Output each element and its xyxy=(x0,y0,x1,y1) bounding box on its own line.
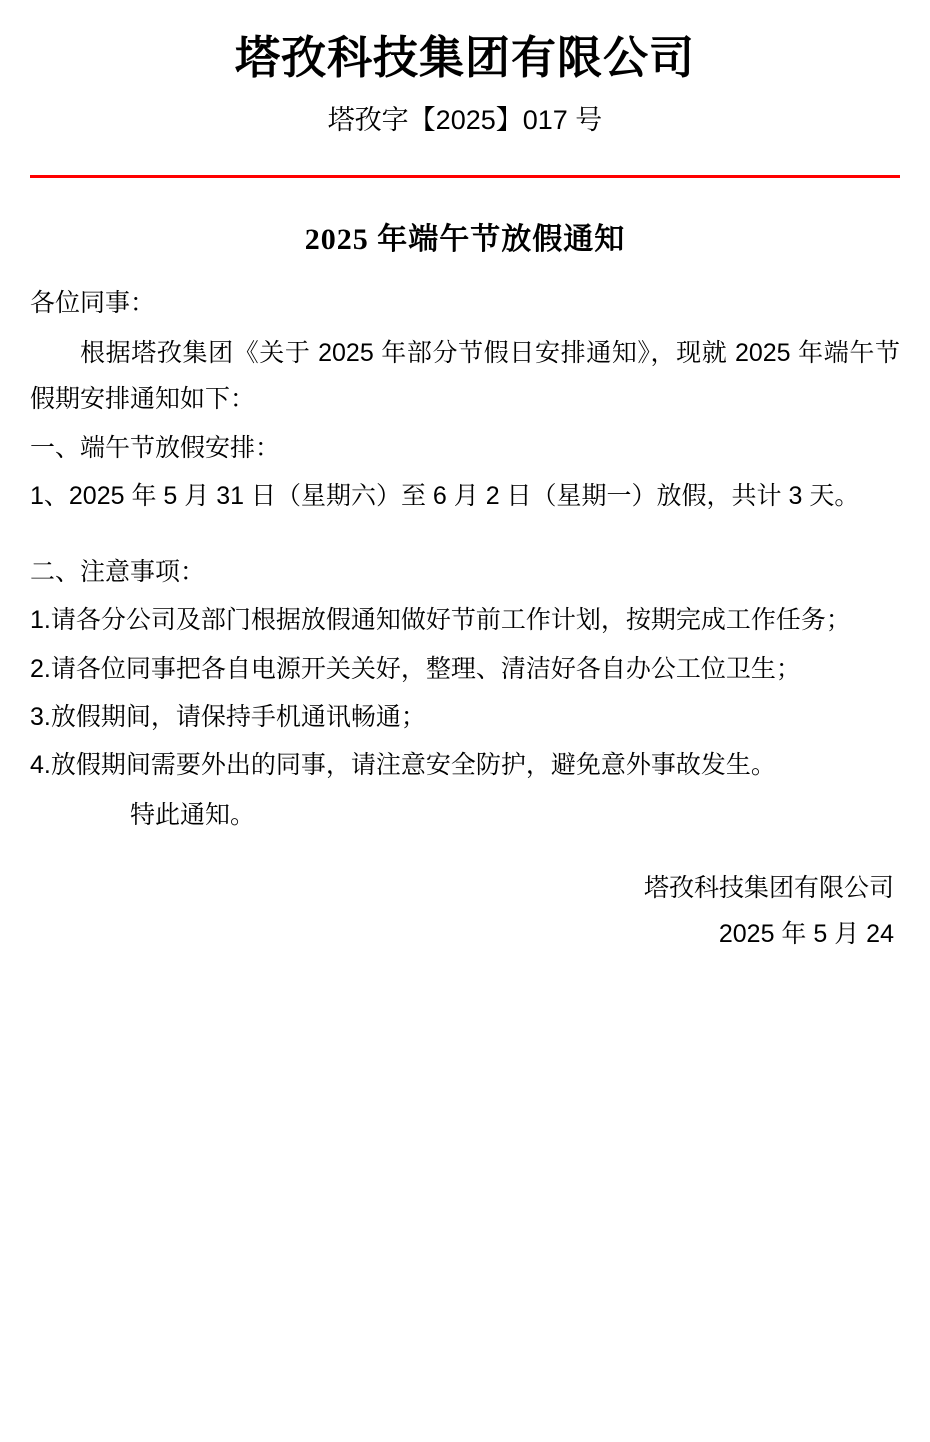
signature-block xyxy=(30,865,900,958)
page-title: 2025 年端午节放假通知 xyxy=(304,222,626,256)
note-item-1: 1.请各分公司及部门根据放假通知做好节前工作计划，按期完成工作任务； xyxy=(30,606,851,635)
red-divider-rule xyxy=(30,175,900,178)
signature-date: 2025 年 5 月 24 xyxy=(718,919,894,948)
paragraph-intro: 根据塔孜集团《关于 2025 年部分节假日安排通知》，现就 2025 年端午节假期安排通知如下： xyxy=(30,339,900,414)
salutation: 各位同事： xyxy=(30,288,156,317)
note-item-4: 4.放假期间需要外出的同事，请注意安全防护，避免意外事故发生。 xyxy=(30,751,776,779)
section-heading-notes: 二、注意事项： xyxy=(30,558,206,586)
company-name-heading: 塔孜科技集团有限公司 xyxy=(234,33,695,83)
signature-company: 塔孜科技集团有限公司 xyxy=(643,873,894,902)
note-item-2: 2.请各位同事把各自电源开关关好，整理、清洁好各自办公工位卫生； xyxy=(30,654,801,683)
note-item-3: 3.放假期间，请保持手机通讯畅通； xyxy=(30,702,426,731)
paragraph-holiday-dates: 1、2025 年 5 月 31 日（星期六）至 6 月 2 日（星期一）放假，共计 3 天。 xyxy=(30,481,860,510)
section-heading-holiday-arrangement: 一、端午节放假安排： xyxy=(30,433,281,462)
document-number: 塔孜字【2025】017 号 xyxy=(327,105,603,136)
document-body xyxy=(30,280,900,839)
closing-statement: 特此通知。 xyxy=(130,801,256,830)
